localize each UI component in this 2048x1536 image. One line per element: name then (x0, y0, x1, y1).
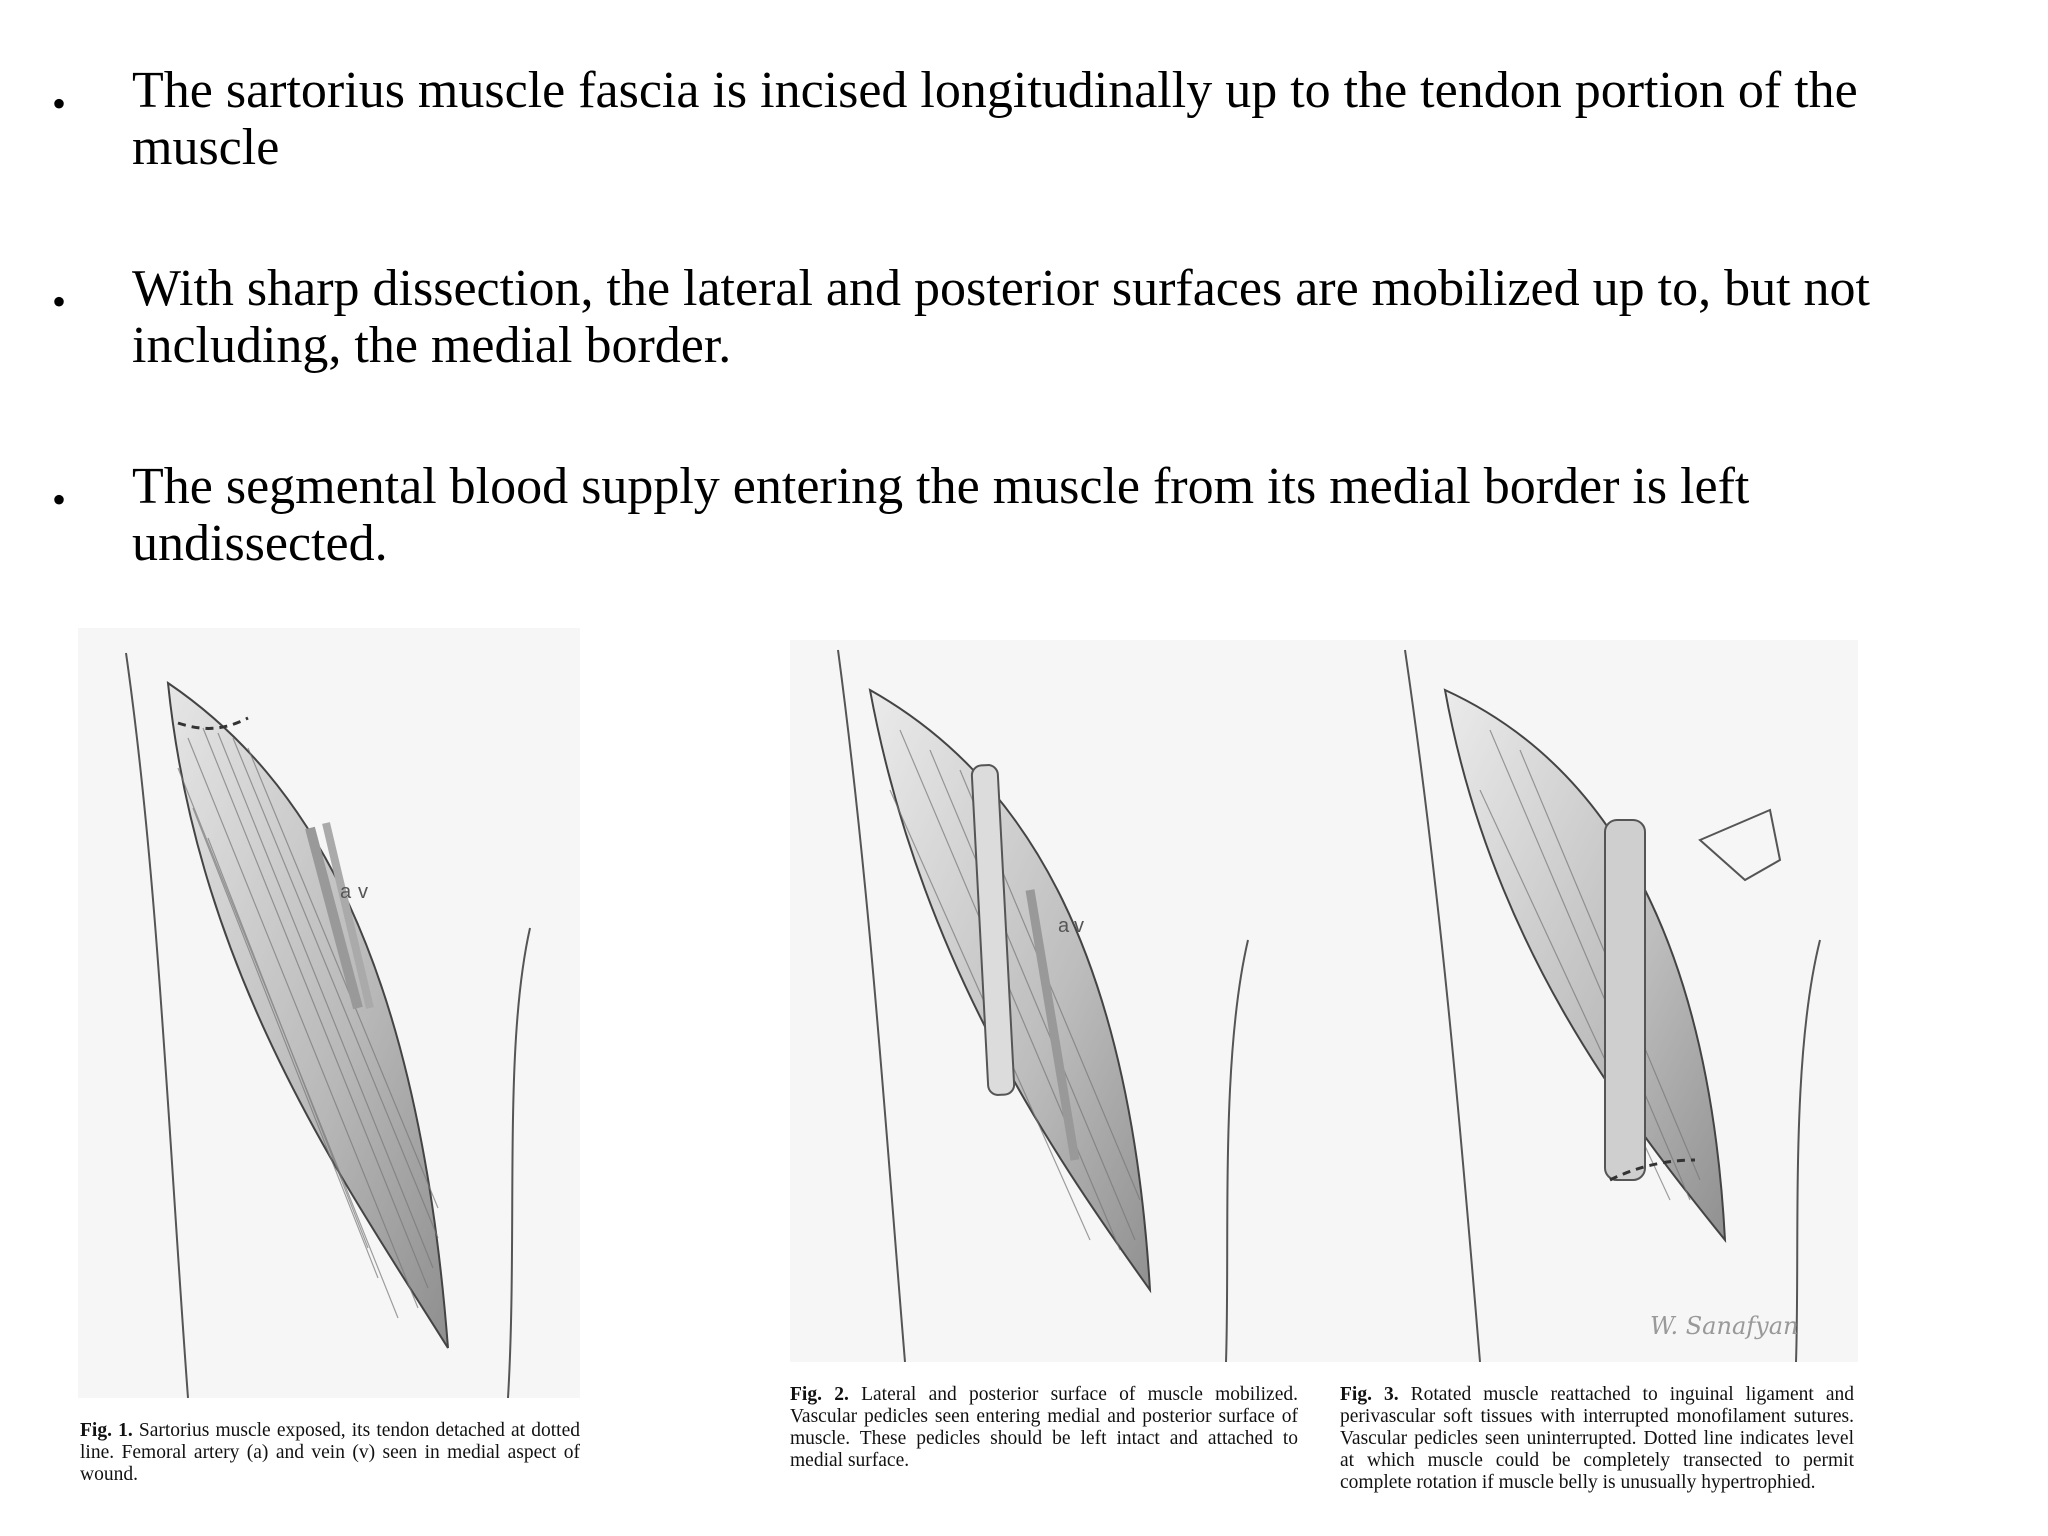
figure-1-text: Sartorius muscle exposed, its tendon detached at dotted line. Femoral artery (a) and vein (v) seen in medial aspect of wound. (80, 1420, 580, 1485)
figure-2-label: Fig. 2. (790, 1384, 849, 1405)
figure-3-caption (1340, 1384, 1854, 1494)
figure-3-label: Fig. 3. (1340, 1384, 1399, 1405)
figure-2-3-illustration (790, 640, 1858, 1362)
figure-2-caption (790, 1384, 1298, 1472)
artist-signature: W. Sanafyan (1650, 1312, 1799, 1340)
fig2-vein-label: v (1074, 915, 1084, 937)
bullet-text: The segmental blood supply entering the muscle from its medial border is left undissected. (132, 458, 1750, 572)
figure-2-text: Lateral and posterior surface of muscle mobilized. Vascular pedicles seen entering medial and posterior surface of muscle. These pedicles should be left intact and attached to medial surface. (790, 1384, 1298, 1471)
figure-1-caption (80, 1420, 580, 1486)
bullet-marker: • (52, 279, 67, 324)
bullet-marker: • (52, 477, 67, 522)
fig2-artery-label: a (1058, 915, 1070, 937)
figure-3-text: Rotated muscle reattached to inguinal ligament and perivascular soft tissues with interrupted monofilament sutures. Vascular pedicles seen uninterrupted. Dotted line indicates level at which muscle could be completely transected to permit complete rotation if muscle belly is unusually hypertrophied. (1340, 1384, 1854, 1493)
fig1-artery-label: a (340, 881, 352, 903)
bullet-text: The sartorius muscle fascia is incised longitudinally up to the tendon portion of the muscle (132, 62, 1858, 176)
fig1-vein-label: v (358, 881, 368, 903)
figure-1-label: Fig. 1. (80, 1420, 133, 1441)
bullet-marker: • (52, 81, 67, 126)
bullet-text: With sharp dissection, the lateral and posterior surfaces are mobilized up to, but not including, the medial border. (132, 260, 1870, 374)
figure-1-illustration (78, 628, 580, 1398)
